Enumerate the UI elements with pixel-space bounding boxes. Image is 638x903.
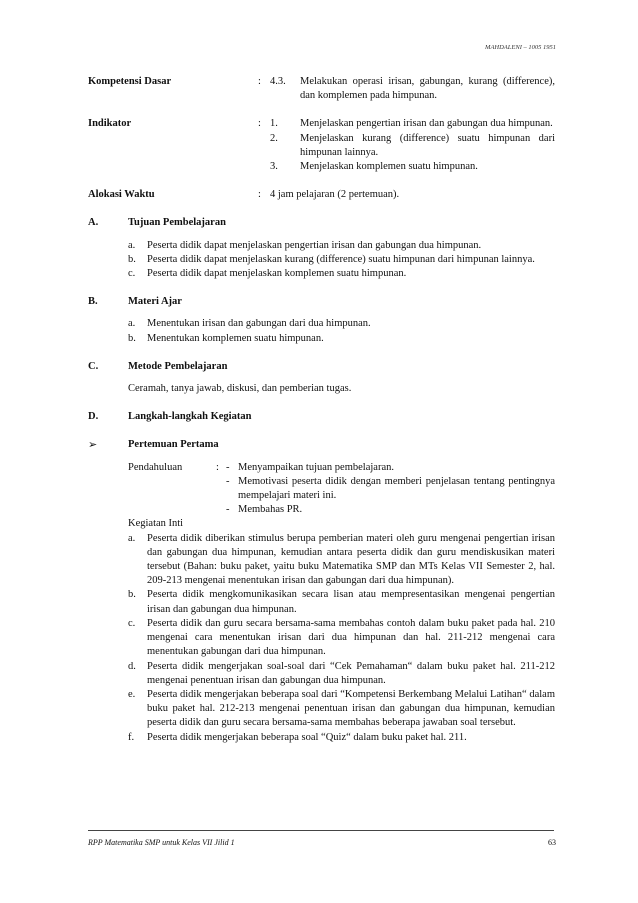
colon: : [258, 189, 261, 201]
list-item: b. Peserta didik dapat menjelaskan kurang (difference) suatu himpunan dari himpunan lainnya. [128, 253, 535, 265]
list-item: e. Peserta didik mengerjakan beberapa soal dari “Kompetensi Berkembang Melalui Latihan“ dalam buku paket hal. 212-213 mengenai penentuan irisan dan gabungan dua himpunan, kemudian peserta didik dan guru secara bersama-sama membahas beberapa jawaban soal tersebut. [128, 688, 555, 729]
kompetensi-dasar-label: Kompetensi Dasar [88, 76, 172, 87]
section-b-heading: B. Materi Ajar [88, 295, 555, 309]
kompetensi-number: 4.3. [270, 76, 286, 87]
list-item: b. Peserta didik mengkomunikasikan secara lisan atau mempresentasikan mengenai pengertian irisan dan gabungan dua himpunan. [128, 589, 555, 615]
list-item: a. Menentukan irisan dan gabungan dari dua himpunan. [128, 318, 371, 330]
section-a-heading: A. Tujuan Pembelajaran [88, 216, 555, 230]
section-d-heading: D. Langkah-langkah Kegiatan [88, 410, 555, 424]
footer-divider [88, 830, 554, 831]
page-header: MAHDALENI – 1005 1951 [485, 44, 556, 51]
kompetensi-dasar-row [88, 75, 555, 103]
metode-text: Ceramah, tanya jawab, diskusi, dan pemberian tugas. [128, 383, 352, 395]
arrow-bullet-icon: ➢ [88, 438, 98, 452]
page-number: 63 [548, 838, 556, 847]
list-item: b. Menentukan komplemen suatu himpunan. [128, 332, 324, 344]
section-title: Tujuan Pembelajaran [128, 217, 226, 229]
indikator-item: 1. Menjelaskan pengertian irisan dan gabungan dua himpunan. [270, 118, 553, 130]
pendahuluan-list [226, 461, 555, 518]
list-item: f. Peserta didik mengerjakan beberapa soal “Quiz“ dalam buku paket hal. 211. [128, 731, 467, 743]
alokasi-waktu-label: Alokasi Waktu [88, 189, 155, 201]
indikator-item: 3. Menjelaskan komplemen suatu himpunan. [270, 161, 478, 173]
list-item: c. Peserta didik dan guru secara bersama-sama membahas contoh dalam buku paket pada hal. 210 mengenai cara menentukan irisan dari dua himpunan dan hal. 211-212 mengenai cara menentukan gabungan dari dua himpunan. [128, 617, 555, 658]
indikator-row [88, 117, 555, 174]
list-item: d. Peserta didik mengerjakan soal-soal dari “Cek Pemahaman“ dalam buku paket hal. 211-212 mengenai penentuan irisan dan gabungan dua himpunan. [128, 660, 555, 686]
indikator-item: 2. Menjelaskan kurang (difference) suatu himpunan dari himpunan lainnya. [270, 132, 555, 158]
section-title: Langkah-langkah Kegiatan [128, 411, 252, 423]
footer-title: RPP Matematika SMP untuk Kelas VII Jilid 1 [88, 838, 235, 847]
section-title: Materi Ajar [128, 296, 182, 308]
colon: : [258, 76, 261, 87]
tujuan-list [128, 239, 555, 282]
list-item: a. Peserta didik dapat menjelaskan pengertian irisan dan gabungan dua himpunan. [128, 239, 482, 251]
list-item: c. Peserta didik dapat menjelaskan komplemen suatu himpunan. [128, 268, 407, 280]
alokasi-waktu-text: 4 jam pelajaran (2 pertemuan). [270, 189, 400, 201]
pertemuan-title: Pertemuan Pertama [128, 439, 219, 451]
pertemuan-body [128, 461, 555, 745]
colon: : [216, 461, 219, 473]
alokasi-waktu-row [88, 188, 555, 202]
pertemuan-heading [88, 438, 555, 452]
kegiatan-inti-list [128, 532, 555, 745]
section-title: Metode Pembelajaran [128, 360, 228, 372]
list-item: a. Peserta didik diberikan stimulus berupa pemberian materi oleh guru mengenai pengertian irisan dan gabungan dua himpunan, kemudian antara peserta didik dan guru mendiskusikan materi tersebut (Bahan: buku paket, yaitu buku Matematika SMP dan MTs Kelas VII Semester 2, hal. 209-213 mengenai menentukan irisan dan gabungan dari dua himpunan). [128, 532, 555, 587]
list-item: - Menyampaikan tujuan pembelajaran. [226, 461, 394, 473]
section-c-heading: C. Metode Pembelajaran [88, 360, 555, 374]
pendahuluan-label: Pendahuluan [128, 461, 183, 473]
kompetensi-text: Melakukan operasi irisan, gabungan, kurang (difference), dan komplemen pada himpunan. [300, 76, 555, 102]
list-item: - Memotivasi peserta didik dengan memberi penjelasan tentang pentingnya mempelajari materi ini. [226, 475, 555, 502]
colon: : [258, 118, 261, 130]
indikator-list [270, 117, 555, 174]
page-content [88, 75, 555, 745]
materi-list [128, 317, 555, 345]
indikator-label: Indikator [88, 118, 132, 130]
pendahuluan-row [128, 461, 555, 518]
list-item: - Membahas PR. [226, 504, 303, 516]
kegiatan-inti-label: Kegiatan Inti [128, 518, 184, 530]
